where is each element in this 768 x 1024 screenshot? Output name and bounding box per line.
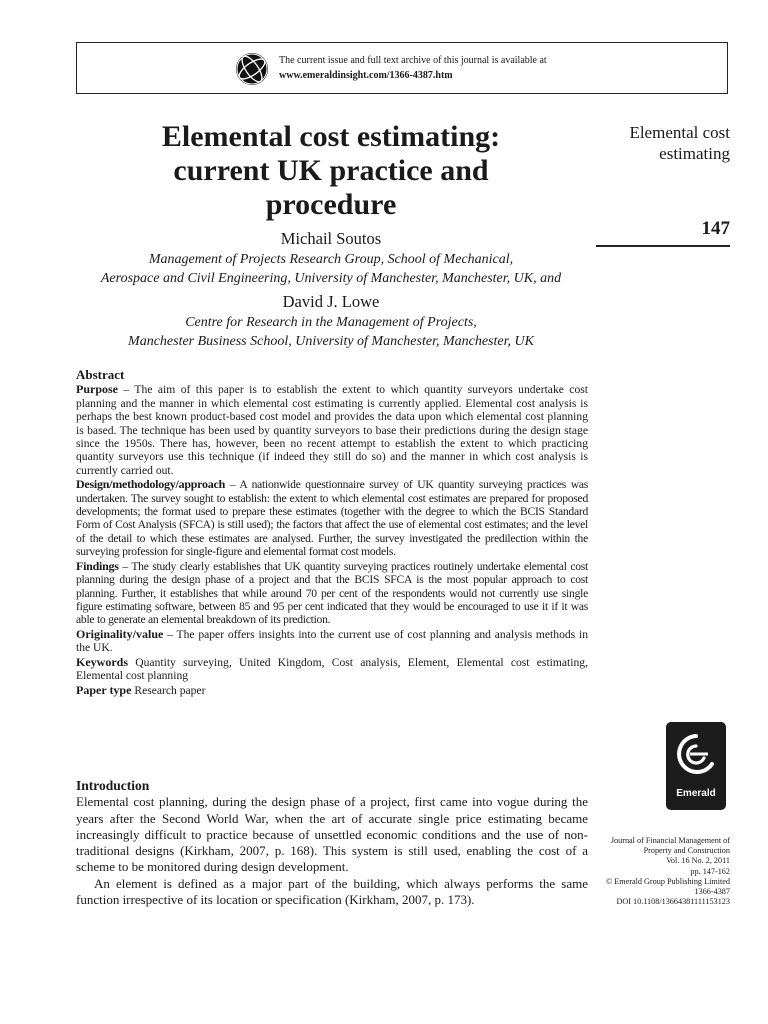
design-text: – A nationwide questionnaire survey of UK quantity surveying practices was undertaken. The survey sought to establish: the extent to which elemental cost estimates are prepared for proposed developments; the format used to prepare these estimates (together with the degree to which the BCIS Standard Form of Cost Analysis (SFCA) is still used); the factors that affect the use of elemental cost estimates; and the level of the detail to which these estimates are analysed. Further, the survey investigated the predilection within the surveying profession for single-figure and elemental format cost models. (76, 478, 588, 559)
journal-info-line: pp. 147-162 (690, 866, 730, 876)
keywords-text: Quantity surveying, United Kingdom, Cost analysis, Element, Elemental cost estimating, Elemental cost planning (76, 655, 588, 682)
globe-icon (235, 52, 269, 86)
keywords-label: Keywords (76, 654, 128, 669)
journal-info-line: Journal of Financial Management of (610, 836, 730, 845)
affiliation-line: Management of Projects Research Group, School of Mechanical, (148, 252, 514, 267)
introduction-section (76, 778, 588, 908)
introduction-heading: Introduction (76, 778, 150, 793)
journal-info (580, 836, 730, 907)
affiliation-line: Manchester Business School, University of Manchester, Manchester, UK (128, 334, 534, 349)
banner-line: The current issue and full text archive of this journal is available at (279, 55, 547, 66)
abstract-design (76, 478, 588, 558)
abstract-heading: Abstract (76, 367, 125, 382)
journal-url-link[interactable]: www.emeraldinsight.com/1366-4387.htm (279, 70, 453, 81)
logo-wordmark: Emerald (676, 788, 716, 799)
abstract-section (76, 368, 588, 699)
running-title-line: Elemental cost (629, 123, 730, 142)
title-line: current UK practice and (173, 154, 489, 187)
findings-text: – The study clearly establishes that UK quantity surveying practices routinely undertake elemental cost planning during the design phase of a project and that the BCIS SFCA is the most popular approach to cost planning. Further, it establishes that while around 70 per cent of the respondents would not currently use single figure estimating software, between 85 and 95 per cent indicated that they would be encouraged to use it if it was able to generate an elemental breakdown of its prediction. (76, 559, 588, 627)
affiliation-line: Centre for Research in the Management of Projects, (185, 315, 477, 330)
journal-info-line: DOI 10.1108/13664381111153123 (616, 897, 730, 907)
intro-paragraph: An element is defined as a major part of the building, which always performs the same function irrespective of its location or specification (Kirkham, 2007, p. 173). (76, 875, 588, 908)
title-line: procedure (265, 188, 397, 221)
margin-divider (596, 245, 730, 247)
running-title-line: estimating (659, 144, 730, 163)
abstract-findings (76, 560, 588, 627)
originality-label: Originality/value (76, 626, 164, 641)
journal-info-line: Property and Construction (643, 846, 730, 856)
intro-paragraph: Elemental cost planning, during the design phase of a project, first came into vogue during the years after the Second World War, when the art of accurate single price estimating became increasingly difficult to practice because of unsettled economic conditions and the use of non-traditional designs (Kirkham, 2007, p. 168). This system is still used, enabling the cost of a scheme to be monitored during design development. (76, 794, 588, 875)
abstract-keywords (76, 656, 588, 683)
purpose-text: – The aim of this paper is to establish the extent to which quantity surveyors undertake cost planning and the manner in which elemental cost estimating is currently applied. Elemental cost analysis is perhaps the best known product-based cost model and provides the data upon which elemental cost planning is based. The technique has been used by quantity surveyors to base their predictions during the design stage since the 1950s. There has, however, been no recent attempt to establish the extent to which practicing quantity surveyors use this technique (if indeed they still do so) and the manner in which cost analysis is currently carried out. (76, 383, 588, 477)
emerald-logo (666, 722, 726, 810)
abstract-originality (76, 628, 588, 655)
abstract-purpose (76, 383, 588, 477)
originality-text: – The paper offers insights into the current use of cost planning and analysis methods in the UK. (76, 627, 588, 655)
purpose-label: Purpose (76, 382, 118, 397)
paper-title (76, 120, 586, 222)
author-affiliation (70, 313, 592, 351)
author-name: Michail Soutos (280, 229, 382, 248)
title-line: Elemental cost estimating: (161, 120, 501, 153)
author-name: David J. Lowe (282, 292, 380, 311)
author-affiliation (70, 250, 592, 288)
running-title (629, 122, 730, 164)
affiliation-line: Aerospace and Civil Engineering, University of Manchester, Manchester, UK, and (100, 271, 562, 286)
emerald-e-icon (674, 730, 718, 782)
journal-info-line: 1366-4387 (694, 887, 730, 897)
abstract-paper-type (76, 684, 588, 697)
journal-availability-banner (76, 42, 728, 94)
journal-info-line: Vol. 16 No. 2, 2011 (666, 856, 730, 866)
paper-type-label: Paper type (76, 683, 132, 698)
findings-label: Findings (76, 558, 119, 573)
page-number: 147 (701, 218, 730, 239)
design-label: Design/methodology/approach (76, 477, 226, 492)
paper-type-text: Research paper (131, 684, 206, 698)
journal-info-line: © Emerald Group Publishing Limited (605, 876, 730, 886)
